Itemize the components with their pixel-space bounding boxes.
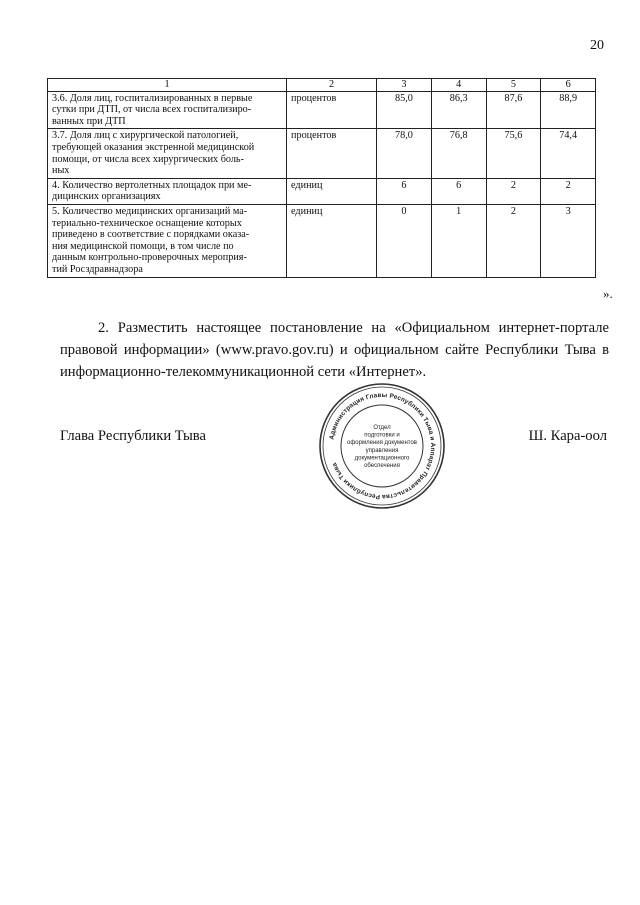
indicator-name-line: 5. Количество медицинских организаций ма- bbox=[52, 205, 248, 217]
value-cell: 3 bbox=[541, 204, 596, 277]
indicator-name-line: требующей оказания экстренной медицинской bbox=[52, 141, 255, 153]
closing-quote: ». bbox=[603, 286, 613, 301]
indicator-name-cell bbox=[48, 204, 287, 277]
value-cell: 78,0 bbox=[377, 129, 432, 178]
unit-cell: процентов bbox=[287, 91, 377, 129]
seal-center-line: обеспечения bbox=[364, 463, 400, 469]
value-cell: 88,9 bbox=[541, 91, 596, 129]
value-cell: 2 bbox=[486, 178, 541, 204]
value-cell: 74,4 bbox=[541, 129, 596, 178]
indicator-name-cell bbox=[48, 178, 287, 204]
value-cell: 86,3 bbox=[431, 91, 486, 129]
table-row bbox=[48, 178, 596, 204]
indicator-name-line: данным контрольно-проверочных мероприя- bbox=[52, 252, 247, 264]
header-cell: 1 bbox=[48, 79, 287, 92]
header-cell: 5 bbox=[486, 79, 541, 92]
header-cell: 3 bbox=[377, 79, 432, 92]
indicator-name-line: ных bbox=[52, 165, 70, 177]
page-number: 20 bbox=[590, 38, 604, 53]
table-row bbox=[48, 91, 596, 129]
header-cell: 4 bbox=[431, 79, 486, 92]
seal-center-line: управления bbox=[365, 447, 399, 454]
indicator-name-line: ванных при ДТП bbox=[52, 115, 126, 127]
value-cell: 2 bbox=[541, 178, 596, 204]
indicator-name-line: 3.6. Доля лиц, госпитализированных в первые bbox=[52, 92, 253, 104]
unit-cell: процентов bbox=[287, 129, 377, 178]
indicator-name-cell bbox=[48, 129, 287, 178]
value-cell: 85,0 bbox=[377, 91, 432, 129]
seal-center-line: документационного bbox=[354, 455, 410, 462]
signer-title: Глава Республики Тыва bbox=[60, 428, 206, 444]
indicator-name-line: приведено в соответствие с порядками оказа- bbox=[52, 229, 250, 241]
unit-cell: единиц bbox=[287, 204, 377, 277]
value-cell: 87,6 bbox=[486, 91, 541, 129]
indicator-name-line: 4. Количество вертолетных площадок при ме- bbox=[52, 179, 252, 191]
value-cell: 6 bbox=[377, 178, 432, 204]
seal-center-line: Отдел bbox=[373, 425, 391, 431]
header-cell: 2 bbox=[287, 79, 377, 92]
indicators-table bbox=[47, 78, 596, 278]
seal-center-line: подготовки и bbox=[364, 432, 400, 439]
indicator-name-line: тий Росздравнадзора bbox=[52, 263, 143, 275]
seal-ring-text: Администрация Главы Республики Тыва и Аппарат Правительства Республики Тыва bbox=[328, 391, 437, 501]
value-cell: 76,8 bbox=[431, 129, 486, 178]
official-seal bbox=[318, 382, 446, 510]
value-cell: 6 bbox=[431, 178, 486, 204]
indicator-name-line: ния медицинской помощи, в том числе по bbox=[52, 240, 234, 252]
body-paragraph: 2. Разместить настоящее постановление на «Официальном интернет-портале правовой информации» (www.pravo.gov.ru) и официальном сайте Республики Тыва в информационно-телекоммуникационной сети «Интернет». bbox=[60, 320, 609, 380]
indicator-name-cell bbox=[48, 91, 287, 129]
table-row bbox=[48, 129, 596, 178]
value-cell: 1 bbox=[431, 204, 486, 277]
seal-center-line: оформления документов bbox=[347, 440, 417, 447]
indicator-name-line: териально-техническое оснащение которых bbox=[52, 217, 242, 229]
value-cell: 75,6 bbox=[486, 129, 541, 178]
unit-cell: единиц bbox=[287, 178, 377, 204]
table-row bbox=[48, 204, 596, 277]
indicator-name-line: помощи, от числа всех хирургических боль- bbox=[52, 153, 244, 165]
signer-name: Ш. Кара-оол bbox=[528, 428, 607, 444]
value-cell: 2 bbox=[486, 204, 541, 277]
indicator-name-line: дицинских организациях bbox=[52, 191, 161, 203]
header-cell: 6 bbox=[541, 79, 596, 92]
indicator-name-line: 3.7. Доля лиц с хирургической патологией, bbox=[52, 130, 239, 142]
indicator-name-line: сутки при ДТП, от числа всех госпитализиро- bbox=[52, 104, 252, 116]
table-header-row bbox=[48, 79, 596, 92]
value-cell: 0 bbox=[377, 204, 432, 277]
